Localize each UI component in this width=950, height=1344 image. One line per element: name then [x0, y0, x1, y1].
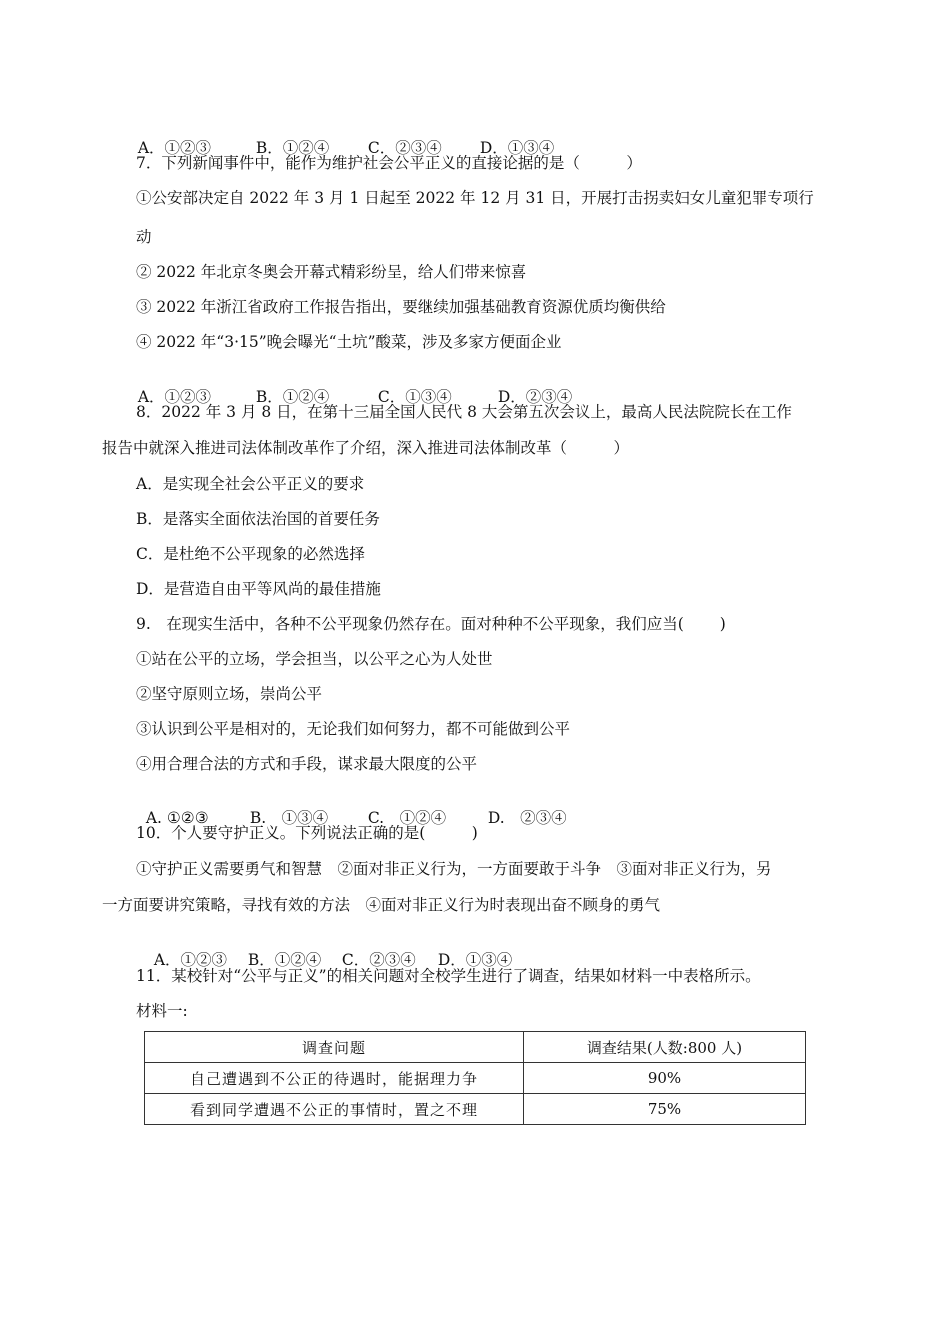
q10-option-b: B．①②④ — [247, 951, 322, 969]
q8-option-a: A．是实现全社会公平正义的要求 — [136, 475, 365, 493]
q10-line-1: ①守护正义需要勇气和智慧 ②面对非正义行为，一方面要敢于斗争 ③面对非正义行为，另 — [136, 860, 772, 878]
q8-stem-line1: 8．2022 年 3 月 8 日，在第十三届全国人民代 8 大会第五次会议上，最高人民法院院长在工作 — [136, 403, 792, 421]
q8-option-b: B．是落实全面依法治国的首要任务 — [136, 510, 380, 528]
q7-item-2: ② 2022 年北京冬奥会开幕式精彩纷呈，给人们带来惊喜 — [136, 263, 527, 281]
q7-option-b: B．①②④ — [255, 388, 330, 406]
q9-item-2: ②坚守原则立场，崇尚公平 — [136, 685, 323, 703]
table-cell-question: 自己遭遇到不公正的待遇时，能据理力争 — [145, 1063, 524, 1094]
table-header-result: 调查结果(人数:800 人) — [524, 1032, 806, 1063]
q7-item-3: ③ 2022 年浙江省政府工作报告指出，要继续加强基础教育资源优质均衡供给 — [136, 298, 666, 316]
q7-option-a: A．①②③ — [137, 388, 212, 406]
q7-item-4: ④ 2022 年“3·15”晚会曝光“土坑”酸菜，涉及多家方便面企业 — [136, 333, 562, 351]
q10-line-2: 一方面要讲究策略，寻找有效的方法 ④面对非正义行为时表现出奋不顾身的勇气 — [102, 896, 661, 914]
q9-option-b: B. ①③④ — [249, 809, 329, 827]
table-row — [145, 1094, 806, 1125]
q10-option-c: C．②③④ — [341, 951, 416, 969]
q10-option-a: A．①②③ — [153, 951, 228, 969]
q9-stem: 9. 在现实生活中，各种不公平现象仍然存在。面对种种不公平现象，我们应当( ) — [136, 615, 726, 633]
q7-options — [128, 367, 572, 407]
q9-item-4: ④用合理合法的方式和手段，谋求最大限度的公平 — [136, 755, 478, 773]
q8-option-d: D．是营造自由平等风尚的最佳措施 — [136, 580, 381, 598]
q9-option-a: A. ①②③ — [145, 809, 209, 827]
table-header-question: 调查问题 — [145, 1032, 524, 1063]
q6-option-d: D．①③④ — [479, 139, 555, 157]
q9-options — [136, 788, 567, 828]
q9-item-3: ③认识到公平是相对的，无论我们如何努力，都不可能做到公平 — [136, 720, 571, 738]
q6-option-c: C．②③④ — [367, 139, 442, 157]
table-cell-result: 75% — [524, 1094, 806, 1125]
q7-stem: 7．下列新闻事件中，能作为维护社会公平正义的直接论据的是（ ） — [136, 154, 642, 172]
q9-option-d: D. ②③④ — [487, 809, 567, 827]
q11-material-label: 材料一: — [136, 1002, 188, 1020]
q7-option-c: C．①③④ — [377, 388, 452, 406]
q9-option-c: C. ①②④ — [367, 809, 447, 827]
table-row — [145, 1063, 806, 1094]
q10-options — [144, 930, 512, 970]
q6-option-a: A．①②③ — [137, 139, 212, 157]
table-header-row — [145, 1032, 806, 1063]
table-cell-result: 90% — [524, 1063, 806, 1094]
q7-option-d: D．②③④ — [497, 388, 573, 406]
q8-stem-line2: 报告中就深入推进司法体制改革作了介绍，深入推进司法体制改革（ ） — [102, 439, 630, 457]
q6-options — [128, 118, 554, 158]
q6-option-b: B．①②④ — [255, 139, 330, 157]
table-cell-question: 看到同学遭遇不公正的事情时，置之不理 — [145, 1094, 524, 1125]
q8-option-c: C．是杜绝不公平现象的必然选择 — [136, 545, 365, 563]
q7-item-1-cont: 动 — [136, 228, 152, 246]
q10-option-d: D．①③④ — [437, 951, 513, 969]
q11-stem: 11．某校针对“公平与正义”的相关问题对全校学生进行了调查，结果如材料一中表格所示。 — [136, 967, 761, 985]
q7-item-1: ①公安部决定自 2022 年 3 月 1 日起至 2022 年 12 月 31 日，开展打击拐卖妇女儿童犯罪专项行 — [136, 189, 814, 207]
q10-stem: 10．个人要守护正义。下列说法正确的是( ) — [136, 824, 478, 842]
survey-table — [144, 1031, 806, 1125]
q9-item-1: ①站在公平的立场，学会担当，以公平之心为人处世 — [136, 650, 493, 668]
